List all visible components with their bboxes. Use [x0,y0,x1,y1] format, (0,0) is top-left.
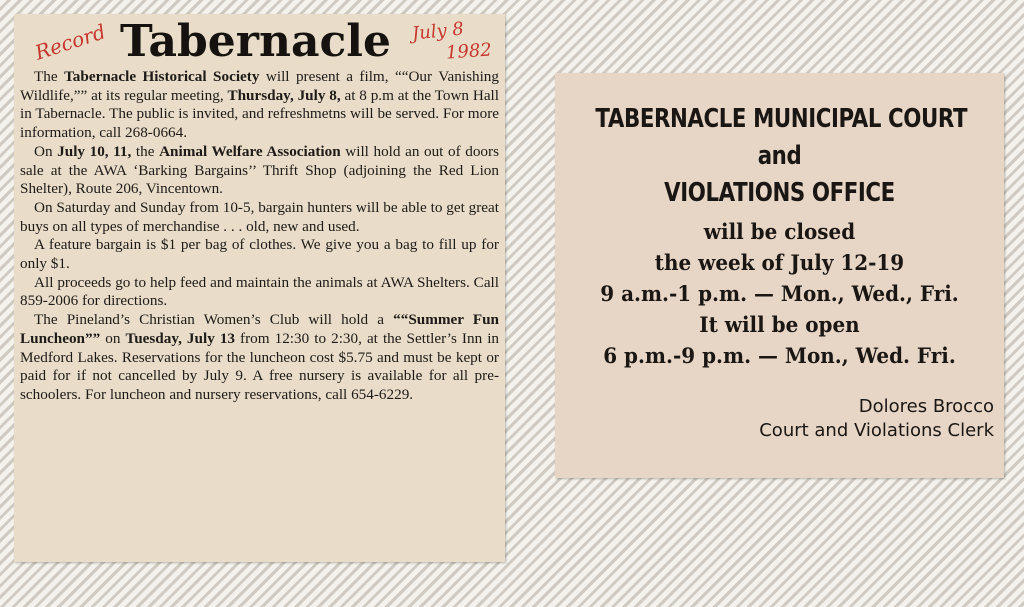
signature-title: Court and Violations Clerk [759,420,994,441]
signature-name: Dolores Brocco [858,396,994,417]
article-paragraph-feature-bargain: A feature bargain is $1 per bag of clothes. We give you a bag to fill up for only $1. [20,236,499,273]
article-paragraph-historical-society: The Tabernacle Historical Society will present a film, ““Our Vanishing Wildlife,”” at its regular meeting, Thursday, July 8, at 8 p.m at the Town Hall in Tabernacle. The public is invited, and refreshmetns will be served. For more information, call 268-0664. [20,68,499,142]
notice-line-closed-hours: 9 a.m.-1 p.m. — Mon., Wed., Fri. [600,281,959,306]
handwritten-record-note: Record [32,19,109,65]
article-paragraph-animal-welfare: On July 10, 11, the Animal Welfare Association will hold an out of doors sale at the AWA ‘Barking Bargains’’ Thrift Shop (adjoining the Red Lion Shelter), Route 206, Vincentown. [20,142,499,198]
headline-row [20,18,499,68]
handwritten-date-line1: July 8 [410,18,465,45]
signature-block [759,395,994,443]
notice-line-open: It will be open [699,312,860,337]
court-title-line-3: VIOLATIONS OFFICE [664,178,895,208]
headline: Tabernacle [120,16,391,67]
newspaper-clipping-court-notice [555,73,1004,478]
newspaper-clipping-tabernacle [14,14,505,562]
court-title-line-2: and [757,141,802,171]
court-title-line-1: TABERNACLE MUNICIPAL COURT [595,104,968,134]
notice-line-week: the week of July 12-19 [654,250,905,275]
court-notice-body [555,216,1004,371]
notice-line-open-hours: 6 p.m.-9 p.m. — Mon., Wed. Fri. [603,343,956,368]
article-paragraph-luncheon: The Pineland’s Christian Women’s Club will hold a ““Summer Fun Luncheon”” on Tuesday, July 13 from 12:30 to 2:30, at the Settler’s Inn in Medford Lakes. Reservations for the luncheon cost $5.75 and must be kept or paid for if not cancelled by July 9. A free nursery is available for all pre-schoolers. For luncheon and nursery reservations, call 654-6229. [20,311,500,403]
notice-line-closed: will be closed [703,219,856,244]
article-paragraph-bargain-hours: On Saturday and Sunday from 10-5, bargain hunters will be able to get great buys on all types of merchandise . . . old, new and used. [20,198,499,235]
handwritten-date-line2: 1982 [445,39,493,64]
article-paragraph-proceeds: All proceeds go to help feed and maintain the animals at AWA Shelters. Call 859-2006 for directions. [20,273,499,310]
